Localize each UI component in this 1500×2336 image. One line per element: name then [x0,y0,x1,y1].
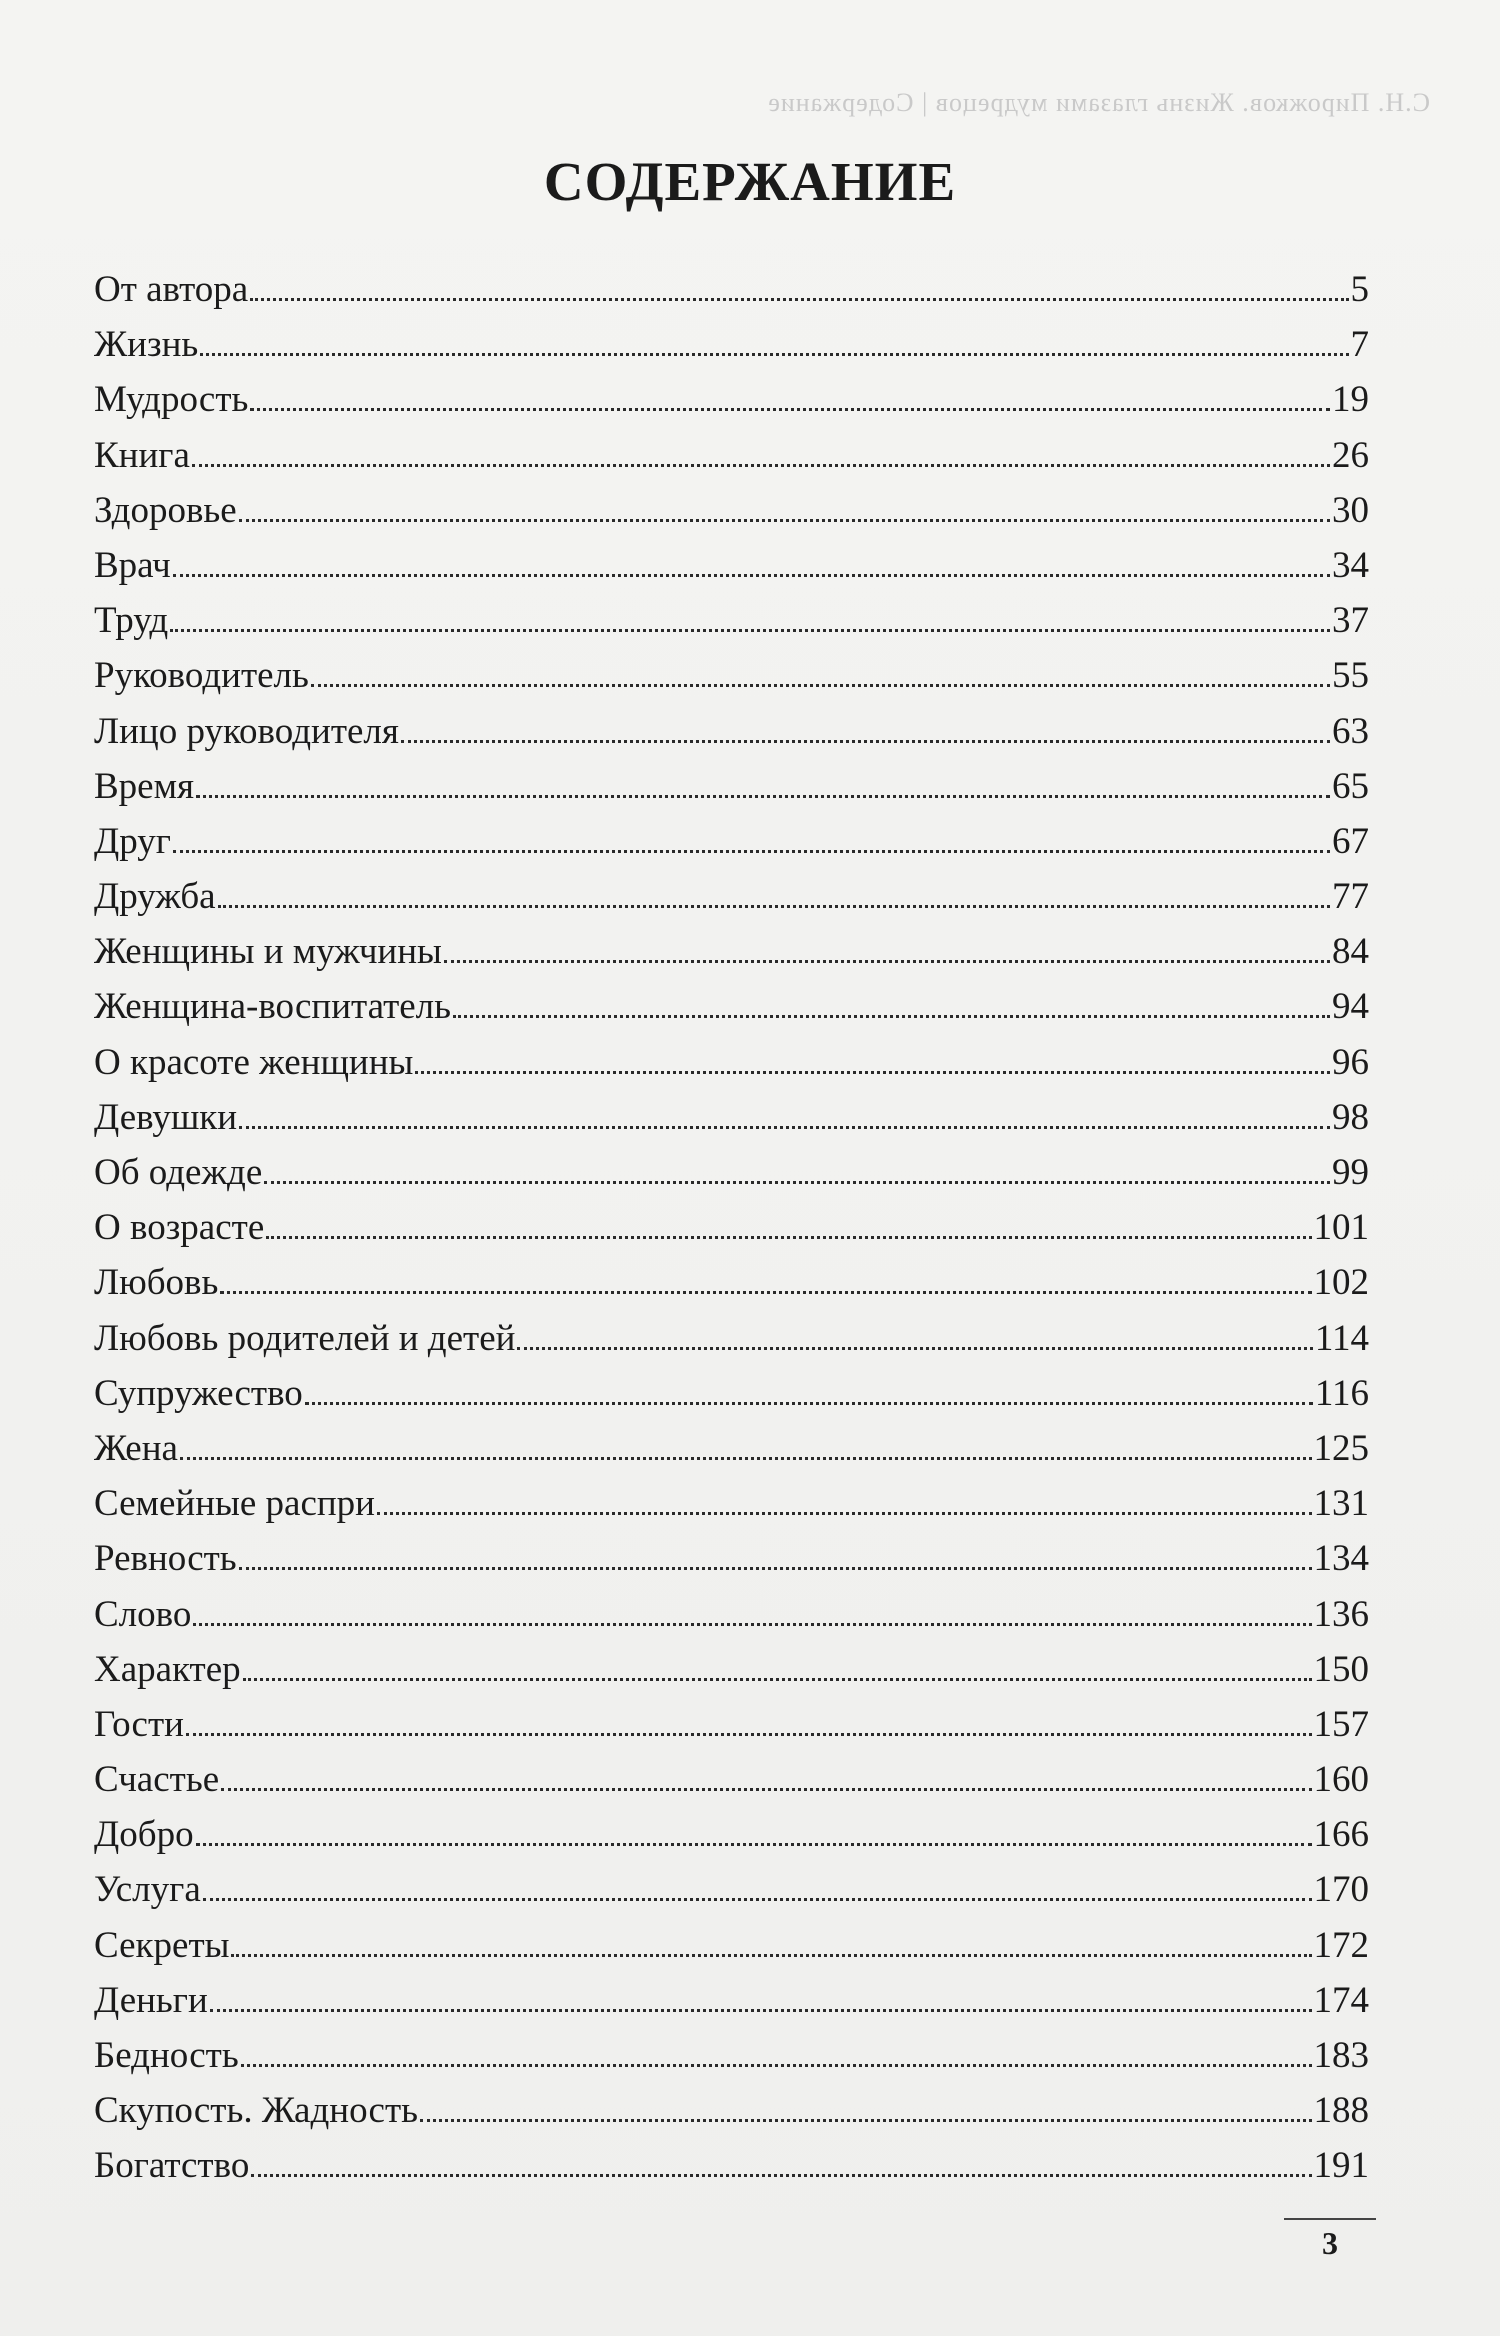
toc-entry-page: 26 [1332,434,1369,476]
toc-entry-label: Время [94,765,195,807]
toc-entry-page: 55 [1332,655,1369,697]
toc-entry-page: 172 [1313,1924,1369,1966]
toc-entry [94,704,1369,759]
dot-leader [453,1015,1330,1018]
toc-entry-page: 94 [1332,986,1369,1028]
toc-entry [94,2028,1369,2083]
dot-leader [444,960,1330,963]
dot-leader [210,2009,1312,2012]
toc-entry [94,869,1369,924]
footer-rule [1284,2218,1376,2220]
toc-entry-label: Супружество [94,1372,303,1414]
toc-entry-page: 125 [1313,1427,1369,1469]
dot-leader [196,1843,1312,1846]
toc-entry-label: Друг [94,820,171,862]
toc-entry [94,1311,1369,1366]
toc-entry [94,759,1369,814]
toc-entry-page: 84 [1332,931,1369,973]
toc-entry [94,979,1369,1034]
toc-entry [94,538,1369,593]
toc-entry [94,1366,1369,1421]
toc-entry-page: 96 [1332,1041,1369,1083]
toc-entry-page: 183 [1313,2035,1369,2076]
toc-entry-label: Любовь [94,1262,219,1304]
dot-leader [203,1898,1312,1901]
toc-entry-label: Ревность [94,1538,237,1580]
dot-leader [377,1512,1312,1515]
dot-leader [221,1788,1311,1791]
toc-entry-label: О красоте женщины [94,1041,414,1083]
toc-entry-page: 131 [1313,1483,1369,1525]
dot-leader [200,353,1348,356]
dot-leader [239,1126,1330,1129]
toc-entry-label: Книга [94,434,190,476]
toc-entry [94,814,1369,869]
toc-entry [94,317,1369,372]
toc-entry-page: 37 [1332,600,1369,642]
toc-entry [94,1697,1369,1752]
toc-entry-label: Деньги [94,1979,208,2021]
dot-leader [193,1623,1311,1626]
toc-entry [94,1145,1369,1200]
page-title: СОДЕРЖАНИЕ [543,151,957,212]
toc-entry-label: Жена [94,1427,178,1469]
toc-entry-label: Труд [94,600,169,642]
dot-leader [401,740,1330,743]
toc-entry-label: Добро [94,1814,194,1856]
toc-entry [94,1862,1369,1917]
toc-entry-page: 30 [1332,489,1369,531]
toc-entry-page: 77 [1332,876,1369,918]
toc-entry-label: Любовь родителей и детей [94,1317,516,1359]
toc-entry-label: Здоровье [94,489,237,531]
toc-entry-page: 150 [1313,1648,1369,1690]
toc-entry [94,428,1369,483]
dot-leader [186,1733,1312,1736]
toc-entry-label: Жизнь [94,324,199,366]
toc-entry-label: Бедность [94,2035,239,2076]
toc-entry-label: Скупость. Жадность [94,2090,418,2132]
toc-entry [94,372,1369,427]
dot-leader [180,1457,1312,1460]
toc-entry-page: 102 [1313,1262,1369,1304]
toc-entry [94,1531,1369,1586]
toc-entry [94,1918,1369,1973]
toc-entry-label: Дружба [94,876,216,918]
toc-entry [94,1421,1369,1476]
toc-entry-page: 116 [1314,1372,1369,1414]
toc-entry-label: Слово [94,1593,192,1635]
toc-entry [94,1476,1369,1531]
toc-entry-label: Об одежде [94,1152,263,1193]
toc-entry [94,1973,1369,2028]
toc-entry-page: 157 [1313,1703,1369,1745]
toc-entry-page: 67 [1332,820,1369,862]
toc-entry-page: 63 [1332,710,1369,752]
dot-leader [266,1236,1311,1239]
toc-entry-label: Секреты [94,1924,230,1966]
dot-leader [196,795,1330,798]
dot-leader [220,1291,1311,1294]
toc-entry-label: Женщины и мужчины [94,931,442,973]
toc-entry [94,1200,1369,1255]
toc-entry-label: Руководитель [94,655,309,697]
toc-entry-page: 114 [1314,1317,1369,1359]
toc-entry-page: 7 [1350,324,1369,366]
toc-entry [94,262,1369,317]
toc-entry-page: 134 [1313,1538,1369,1580]
toc-entry-label: Семейные распри [94,1483,375,1525]
toc-entry-label: Характер [94,1648,241,1690]
dot-leader [173,850,1330,853]
toc-entry-label: Мудрость [94,379,249,421]
toc-entry-page: 65 [1332,765,1369,807]
toc-entry [94,648,1369,703]
toc-entry-label: Врач [94,544,171,586]
dot-leader [173,574,1330,577]
toc-entry [94,593,1369,648]
toc-entry-page: 160 [1313,1759,1369,1801]
dot-leader [264,1181,1330,1184]
dot-leader [239,1567,1312,1570]
toc-entry-page: 19 [1332,379,1369,421]
page-number: 3 [1322,2225,1338,2261]
dot-leader [420,2119,1312,2122]
dot-leader [243,1678,1312,1681]
toc-entry-page: 188 [1313,2090,1369,2132]
toc-entry-page: 101 [1313,1207,1369,1249]
toc-entry-label: Услуга [94,1869,201,1911]
toc-entry [94,1255,1369,1310]
toc-entry [94,1807,1369,1862]
dot-leader [170,629,1330,632]
dot-leader [305,1402,1313,1405]
table-of-contents [94,262,1369,2194]
toc-entry-page: 99 [1332,1152,1369,1193]
dot-leader [218,905,1330,908]
toc-entry [94,2083,1369,2138]
dot-leader [415,1071,1330,1074]
toc-entry-label: Девушки [94,1096,238,1138]
toc-entry [94,1035,1369,1090]
toc-entry-page: 34 [1332,544,1369,586]
dot-leader [311,684,1330,687]
toc-entry-label: Счастье [94,1759,220,1801]
dot-leader [250,408,1330,411]
toc-entry-label: От автора [94,269,249,310]
toc-entry-label: Богатство [94,2145,250,2187]
toc-entry-label: Лицо руководителя [94,710,399,752]
toc-entry-page: 5 [1350,269,1369,310]
dot-leader [241,2064,1312,2067]
dot-leader [231,1954,1311,1957]
toc-entry-page: 191 [1313,2145,1369,2187]
dot-leader [251,2174,1311,2177]
toc-entry-label: О возрасте [94,1207,265,1249]
toc-entry-label: Гости [94,1703,184,1745]
toc-entry [94,924,1369,979]
toc-entry-page: 166 [1313,1814,1369,1856]
dot-leader [250,298,1348,301]
toc-entry-page: 174 [1313,1979,1369,2021]
toc-entry-page: 136 [1313,1593,1369,1635]
dot-leader [192,464,1330,467]
toc-entry-page: 98 [1332,1096,1369,1138]
bleed-through-running-header: С.Н. Пирожков. Жизнь глазами мудрецов | Содержание [767,88,1430,117]
dot-leader [239,519,1330,522]
toc-entry [94,1587,1369,1642]
toc-entry [94,1642,1369,1697]
toc-entry [94,1752,1369,1807]
dot-leader [517,1347,1312,1350]
toc-entry-label: Женщина-воспитатель [94,986,452,1028]
toc-entry-page: 170 [1313,1869,1369,1911]
toc-entry [94,483,1369,538]
toc-entry [94,1090,1369,1145]
toc-entry [94,2138,1369,2193]
